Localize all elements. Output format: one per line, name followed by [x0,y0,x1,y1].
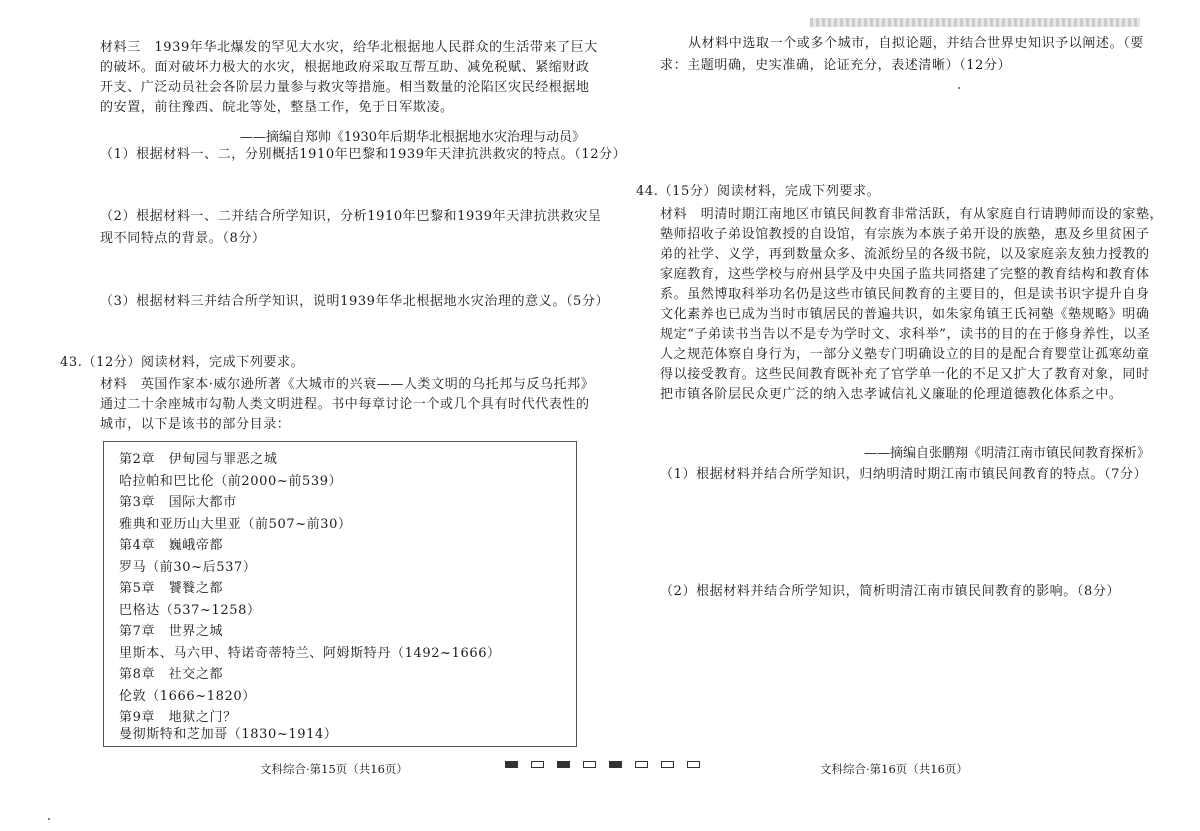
scan-speck [958,87,960,89]
question-43-requirement-cont: 求：主题明确，史实准确，论证充分，表述清晰）（12分） [660,58,1012,73]
registration-mark [557,761,570,768]
question-44-2: （2）根据材料并结合所学知识，简析明清江南市镇民间教育的影响。（8分） [660,584,1121,599]
material3-line: 材料三 1939年华北爆发的罕见大水灾，给华北根据地人民群众的生活带来了巨大 [100,40,598,55]
material-line: 家庭教育，这些学校与府州县学及中央国子监共同搭建了完整的教育结构和教育体 [660,267,1150,282]
toc-entry: 里斯本、马六甲、特诺奇蒂特兰、阿姆斯特丹（1492~1666） [119,646,501,661]
material-line: 把市镇各阶层民众更广泛的纳入忠孝诚信礼义廉耻的伦理道德教化体系之中。 [660,387,1123,402]
registration-mark [661,761,674,768]
material3-line: 的破坏。面对破坏力极大的水灾，根据地政府采取互帮互助、减免税赋、紧缩财政 [100,60,590,75]
material-line: 材料 英国作家本·威尔逊所著《大城市的兴衰——人类文明的乌托邦与反乌托邦》 [100,377,595,392]
material-line: 弟的社学、义学，再到数量众多、流派纷呈的各级书院，以及家庭亲友独力授教的 [660,247,1150,262]
toc-entry: 雅典和亚历山大里亚（前507~前30） [119,517,352,532]
material3-block [100,38,598,118]
left-page-footer: 文科综合·第15页（共16页） [260,762,408,776]
material-line: 通过二十余座城市勾勒人类文明进程。书中每章讨论一个或几个具有时代代表性的 [100,397,590,412]
question-42-3: （3）根据材料三并结合所学知识，说明1939年华北根据地水灾治理的意义。（5分） [100,294,610,309]
toc-entry: 第7章 世界之城 [119,624,224,639]
toc-entry: 巴格达（537~1258） [119,603,261,618]
registration-mark [609,761,622,768]
question-43-heading: 43.（12分）阅读材料，完成下列要求。 [60,355,305,370]
question-44-source: ——摘编自张鹏翔《明清江南市镇民间教育探析》 [863,446,1150,461]
toc-entry: 第4章 巍峨帝都 [119,538,224,553]
registration-mark [687,761,700,768]
question-42-2: （2）根据材料一、二并结合所学知识，分析1910年巴黎和1939年天津抗洪救灾呈 [100,209,602,224]
material-line: 人之规范体察自身行为，一部分义塾专门明确设立的目的是配合育婴堂让孤寒幼童 [660,347,1150,362]
toc-entry: 曼彻斯特和芝加哥（1830~1914） [119,727,338,742]
question-44-1: （1）根据材料并结合所学知识，归纳明清时期江南市镇民间教育的特点。（7分） [660,467,1148,482]
scan-speck [48,818,50,820]
material-line: 得以接受教育。这些民间教育既补充了官学单一化的不足又扩大了教育对象，同时 [660,367,1150,382]
material3-line: 的安置，前往豫西、皖北等处，整垦工作，免于日军欺凌。 [100,100,454,115]
material-line: 材料 明清时期江南地区市镇民间教育非常活跃，有从家庭自行请聘师而设的家塾， [660,207,1164,222]
material-line: 文化素养也已成为当时市镇居民的普遍共识，如朱家角镇王氏祠塾《塾规略》明确 [660,307,1150,322]
question-44-heading: 44.（15分）阅读材料，完成下列要求。 [636,184,881,199]
toc-entry: 第9章 地狱之门？ [119,710,237,725]
registration-mark [635,761,648,768]
material-line: 系。虽然博取科举功名仍是这些市镇民间教育的主要目的，但是读书识字提升自身 [660,287,1150,302]
registration-mark [583,761,596,768]
page-registration-marks [505,761,700,768]
toc-entry: 第8章 社交之都 [119,667,224,682]
toc-entry: 罗马（前30~后537） [119,560,257,575]
material-line: 塾师招收子弟设馆教授的自设馆，有宗族为本族子弟开设的族塾，惠及乡里贫困子 [660,227,1150,242]
material3-source: ——摘编自郑帅《1930年后期华北根据地水灾治理与动员》 [239,130,585,145]
question-42-2-cont: 现不同特点的背景。（8分） [100,231,266,246]
registration-mark [505,761,518,768]
question-44-material [660,205,1164,405]
registration-mark [531,761,544,768]
material-line: 规定“子弟读书当告以不是专为学时文、求科举”，读书的目的在于修身养性，以圣 [660,327,1151,342]
question-43-material [100,375,595,435]
question-43-requirement: 从材料中选取一个或多个城市，自拟论题，并结合世界史知识予以阐述。（要 [688,36,1144,51]
toc-entry: 第2章 伊甸园与罪恶之城 [119,452,278,467]
toc-entry: 第3章 国际大都市 [119,495,237,510]
toc-entry: 哈拉帕和巴比伦（前2000~前539） [119,474,343,489]
toc-entry: 第5章 饕餮之都 [119,581,224,596]
material-line: 城市，以下是该书的部分目录： [100,417,291,432]
material3-line: 开支、广泛动员社会各阶层力量参与救灾等措施。相当数量的沦陷区灾民经根据地 [100,80,590,95]
scan-artifact [810,18,1140,27]
right-page-footer: 文科综合·第16页（共16页） [820,762,968,776]
table-of-contents-box [103,441,577,747]
question-42-1: （1）根据材料一、二，分别概括1910年巴黎和1939年天津抗洪救灾的特点。（12分） [100,147,627,162]
toc-entry: 伦敦（1666~1820） [119,689,256,704]
